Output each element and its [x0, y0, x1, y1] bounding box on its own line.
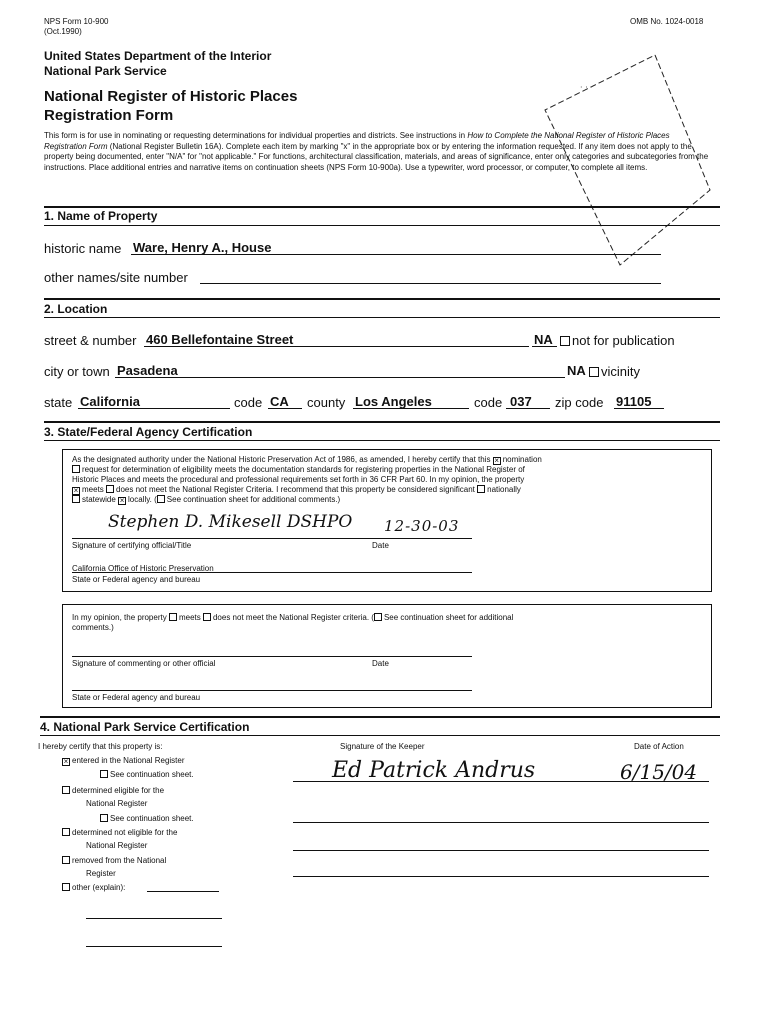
cert-line-b: request for determination of eligibility meets the documentation standards for registering properties in the National Register of [72, 465, 525, 474]
divider [44, 206, 720, 208]
keeper-line-2 [293, 822, 709, 823]
divider [44, 225, 720, 226]
determined-not-eligible-cont: National Register [86, 841, 148, 850]
intro-paragraph: This form is for use in nominating or requesting determinations for individual properties and districts. See instructions in How to Complete the National Register of Historic Places Registration Form (National Register Bulletin 16A). Complete each item by marking "x" in the appropriate box or by entering the information requested. If any item does not apply to the property being documented, enter "N/A" for "not applicable." For functions, architectural classification, materials, and areas of significance, enter only categories and subcategories from the instructions. Place additional entries and narrative items on continuation sheets (NPS Form 10-900a). Use a typewriter, word processor, or computer, to complete all items. [44, 131, 709, 172]
removed-option[interactable]: removed from the National [62, 856, 166, 865]
determined-eligible-cont: National Register [86, 799, 148, 808]
checkbox[interactable] [374, 613, 382, 621]
entered-option[interactable]: × entered in the National Register [63, 756, 185, 766]
vicinity[interactable]: vicinity [589, 364, 640, 379]
form-subtitle: Registration Form [44, 107, 174, 124]
office-name: California Office of Historic Preservation [72, 564, 214, 573]
checkbox[interactable] [589, 367, 599, 377]
historic-name-line [131, 254, 661, 255]
checkbox[interactable] [62, 828, 70, 836]
other-names-label: other names/site number [44, 270, 188, 285]
checkbox[interactable] [72, 465, 80, 473]
checkbox[interactable] [203, 613, 211, 621]
street-line [144, 346, 529, 347]
signature-line [72, 538, 472, 539]
explain-line-2 [86, 946, 222, 947]
cert-line-a: As the designated authority under the National Historic Preservation Act of 1986, as amended, I hereby certify that this × nomination [72, 455, 542, 465]
keeper-line-3 [293, 850, 709, 851]
county-code-label: code [474, 395, 503, 410]
certify-text: I hereby certify that this property is: [38, 742, 163, 751]
county-label: county [307, 395, 346, 410]
not-for-publication[interactable]: not for publication [560, 333, 675, 348]
city-label: city or town [44, 364, 110, 379]
section-3-title: 3. State/Federal Agency Certification [44, 425, 253, 439]
checkbox[interactable]: × [63, 757, 69, 766]
cert-line-c: Historic Places and meets the procedural and professional requirements set forth in 36 CFR Part 60. In my opinion, the property [72, 475, 525, 484]
agency-label: State or Federal agency and bureau [72, 575, 201, 584]
code-value: CA [270, 394, 289, 409]
certifying-signature: Stephen D. Mikesell DSHPO [108, 512, 353, 532]
date-label-2: Date [372, 659, 389, 668]
signature-label-2: Signature of commenting or other official [72, 659, 216, 668]
divider [44, 440, 720, 441]
cert-line-d: × meets does not meet the National Register Criteria. I recommend that this property be considered significant nationally [73, 485, 521, 495]
keeper-label: Signature of the Keeper [340, 742, 425, 751]
divider [40, 716, 720, 718]
zip-line [614, 408, 664, 409]
opinion-comments: comments.) [72, 623, 114, 632]
svg-text:· · ·: · · · [580, 83, 593, 92]
keeper-signature: Ed Patrick Andrus [332, 758, 536, 783]
form-number: NPS Form 10-900 [44, 17, 109, 26]
checkbox[interactable] [100, 814, 108, 822]
agency-line-2 [72, 690, 472, 691]
code-label: code [234, 395, 263, 410]
historic-name-value: Ware, Henry A., House [133, 240, 272, 255]
section-4-title: 4. National Park Service Certification [40, 720, 250, 734]
checkbox[interactable] [157, 495, 165, 503]
county-code-value: 037 [510, 394, 532, 409]
divider [44, 317, 720, 318]
code-line [268, 408, 302, 409]
county-value: Los Angeles [355, 394, 432, 409]
divider [44, 298, 720, 300]
office-line [72, 572, 472, 573]
zip-value: 91105 [616, 394, 652, 409]
city-value: Pasadena [117, 363, 178, 378]
keeper-date: 6/15/04 [620, 760, 698, 784]
checkbox[interactable] [62, 883, 70, 891]
date-of-action-label: Date of Action [634, 742, 684, 751]
other-line [147, 891, 219, 892]
see-continuation-1[interactable]: See continuation sheet. [100, 770, 194, 779]
state-line [78, 408, 230, 409]
na-1: NA [534, 332, 553, 347]
state-label: state [44, 395, 73, 410]
agency-label-2: State or Federal agency and bureau [72, 693, 201, 702]
section-2-title: 2. Location [44, 302, 108, 316]
street-label: street & number [44, 333, 137, 348]
certifying-date: 12-30-03 [384, 517, 460, 535]
removed-cont: Register [86, 869, 116, 878]
county-line [353, 408, 469, 409]
historic-name-label: historic name [44, 241, 122, 256]
checkbox[interactable] [100, 770, 108, 778]
see-continuation-2[interactable]: See continuation sheet. [100, 814, 194, 823]
na-1-line [532, 346, 557, 347]
na-2: NA [567, 363, 586, 378]
divider [44, 421, 720, 423]
checkbox[interactable]: × [73, 486, 79, 495]
checkbox[interactable] [560, 336, 570, 346]
form-title: National Register of Historic Places [44, 88, 298, 105]
checkbox[interactable] [106, 485, 114, 493]
signature-line-2 [72, 656, 472, 657]
explain-line-1 [86, 918, 222, 919]
checkbox[interactable] [62, 856, 70, 864]
signature-label: Signature of certifying official/Title [72, 541, 192, 550]
checkbox[interactable]: × [494, 456, 500, 465]
street-value: 460 Bellefontaine Street [146, 332, 294, 347]
section-1-title: 1. Name of Property [44, 209, 158, 223]
keeper-line-4 [293, 876, 709, 877]
other-option[interactable]: other (explain): [62, 883, 125, 892]
date-label: Date [372, 541, 389, 550]
checkbox[interactable] [72, 495, 80, 503]
divider [40, 735, 720, 736]
state-value: California [80, 394, 140, 409]
city-line [115, 377, 565, 378]
determined-not-eligible-option[interactable]: determined not eligible for the [62, 828, 177, 837]
zip-label: zip code [555, 395, 604, 410]
checkbox[interactable] [169, 613, 177, 621]
checkbox[interactable]: × [119, 496, 125, 505]
cert-line-e: statewide × locally. ( See continuation sheet for additional comments.) [72, 495, 340, 505]
checkbox[interactable] [477, 485, 485, 493]
other-names-line [200, 283, 661, 284]
agency-line-2: National Park Service [44, 64, 167, 78]
form-date: (Oct.1990) [44, 27, 82, 36]
checkbox[interactable] [62, 786, 70, 794]
determined-eligible-option[interactable]: determined eligible for the [62, 786, 164, 795]
agency-line-1: United States Department of the Interior [44, 49, 272, 63]
omb-number: OMB No. 1024-0018 [630, 17, 704, 26]
opinion-line: In my opinion, the property meets does not meet the National Register criteria. ( See continuation sheet for additional [72, 613, 514, 622]
county-code-line [506, 408, 550, 409]
keeper-line-1 [293, 781, 709, 782]
